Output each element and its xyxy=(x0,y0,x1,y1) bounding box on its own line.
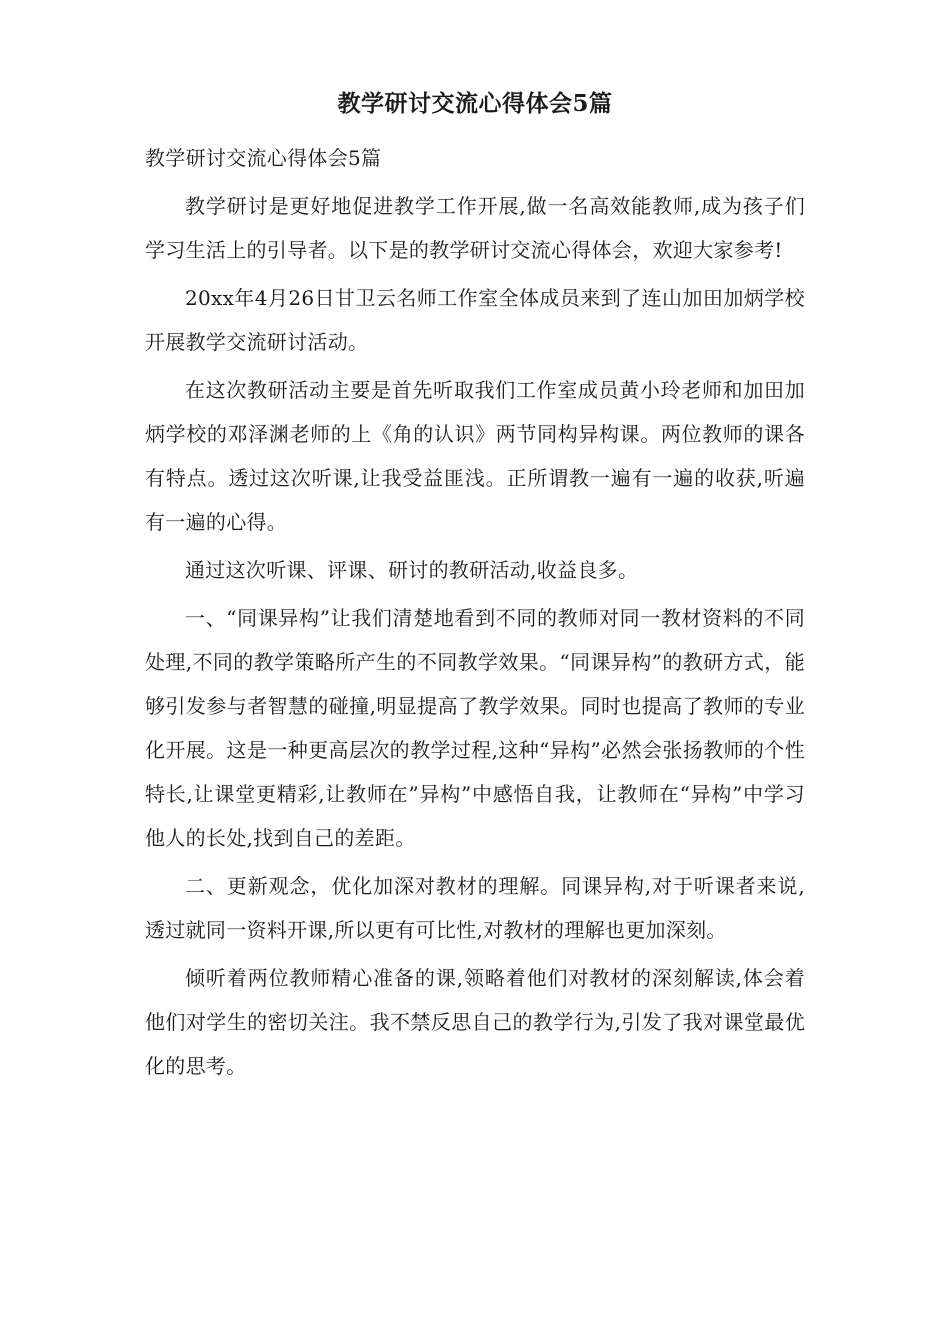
paragraph-5: 一、“同课异构”让我们清楚地看到不同的教师对同一教材资料的不同处理,不同的教学策略所产生的不同教学效果。“同课异构”的教研方式，能够引发参与者智慧的碰撞,明显提高了教学效果。同时也提高了教师的专业化开展。这是一种更高层次的教学过程,这种“异构”必然会张扬教师的个性特长,让课堂更精彩,让教师在”异构”中感悟自我，让教师在“异构”中学习他人的长处,找到自己的差距。 xyxy=(145,606,805,850)
document-title: 教学研讨交流心得体会5篇 xyxy=(337,90,613,117)
paragraph-1: 教学研讨是更好地促进教学工作开展,做一名高效能教师,成为孩子们学习生活上的引导者。以下是的教学研讨交流心得体会，欢迎大家参考! xyxy=(145,194,805,262)
paragraph-6: 二、更新观念，优化加深对教材的理解。同课异构,对于听课者来说,透过就同一资料开课,所以更有可比性,对教材的理解也更加深刻。 xyxy=(145,874,805,942)
paragraph-3: 在这次教研活动主要是首先听取我们工作室成员黄小玲老师和加田加炳学校的邓泽渊老师的上《角的认识》两节同构异构课。两位教师的课各有特点。透过这次听课,让我受益匪浅。正所谓教一遍有一遍的收获,听遍有一遍的心得。 xyxy=(145,378,805,534)
paragraph-4: 通过这次听课、评课、研讨的教研活动,收益良多。 xyxy=(185,558,639,582)
paragraph-7: 倾听着两位教师精心准备的课,领略着他们对教材的深刻解读,体会着他们对学生的密切关注。我不禁反思自己的教学行为,引发了我对课堂最优化的思考。 xyxy=(145,966,805,1078)
document-page xyxy=(145,88,805,1092)
paragraph-2: 20xx年4月26日甘卫云名师工作室全体成员来到了连山加田加炳学校开展教学交流研讨活动。 xyxy=(145,286,805,354)
document-subtitle: 教学研讨交流心得体会5篇 xyxy=(145,146,382,170)
